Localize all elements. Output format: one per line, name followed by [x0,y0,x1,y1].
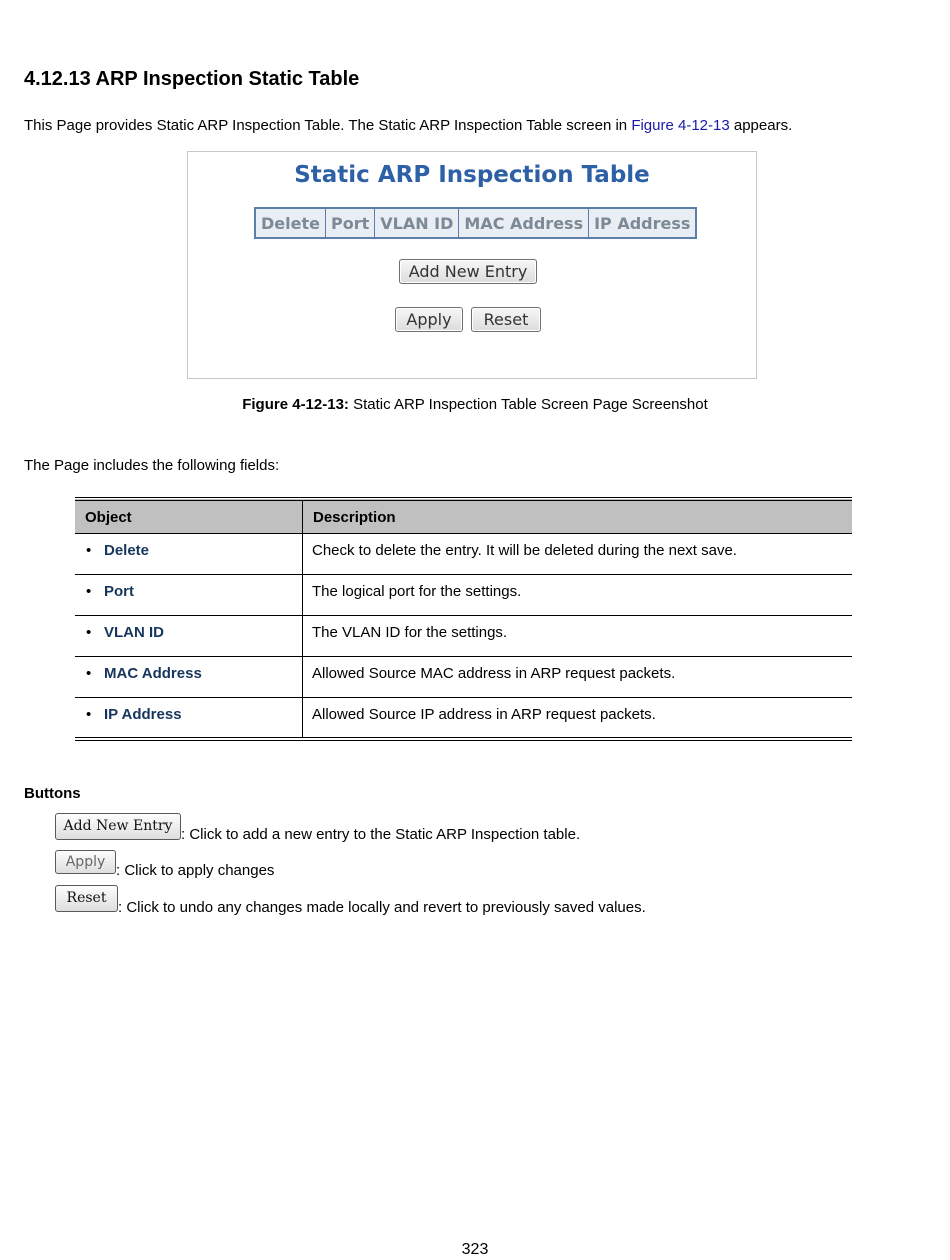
description-cell: Allowed Source MAC address in ARP request packets. [303,657,853,698]
table-row [75,534,852,575]
apply-button-image: Apply [55,850,116,874]
object-name: Delete [104,542,150,559]
caption-label: Figure 4-12-13: [242,396,349,413]
bullet-icon: • [86,665,92,682]
figure-caption [0,396,950,413]
description-cell: Check to delete the entry. It will be deleted during the next save. [303,534,853,575]
screenshot-figure [187,151,757,379]
bullet-icon: • [86,706,92,723]
table-row [75,657,852,698]
object-cell [75,657,303,698]
bullet-icon: • [86,583,92,600]
object-cell [75,575,303,616]
static-arp-table [254,207,697,239]
table-row [75,575,852,616]
apply-button[interactable]: Apply [395,307,463,332]
column-delete: Delete [255,208,325,238]
reset-button[interactable]: Reset [471,307,541,332]
button-description-row [55,885,646,916]
buttons-heading: Buttons [24,785,81,802]
page-number: 323 [461,1241,489,1258]
object-cell [75,698,303,739]
figure-title: Static ARP Inspection Table [294,162,650,188]
button-description: : Click to undo any changes made locally and revert to previously saved values. [118,899,646,916]
add-new-entry-button-image: Add New Entry [55,813,181,840]
object-name: IP Address [104,706,182,723]
static-arp-table-header [255,208,696,238]
object-name: Port [104,583,134,600]
intro-text: This Page provides Static ARP Inspection Table. The Static ARP Inspection Table screen in [24,117,632,134]
table-row [75,616,852,657]
description-cell: The logical port for the settings. [303,575,853,616]
bullet-icon: • [86,624,92,641]
add-new-entry-button[interactable]: Add New Entry [399,259,537,284]
fields-table [75,497,852,741]
object-name: VLAN ID [104,624,164,641]
object-cell [75,616,303,657]
column-mac-address: MAC Address [459,208,589,238]
column-port: Port [325,208,374,238]
header-object: Object [75,499,303,534]
fields-table-header [75,499,852,534]
button-description-row [55,850,274,879]
object-name: MAC Address [104,665,202,682]
caption-text: Static ARP Inspection Table Screen Page Screenshot [348,396,708,413]
description-cell: The VLAN ID for the settings. [303,616,853,657]
button-description: : Click to add a new entry to the Static ARP Inspection table. [181,826,581,843]
intro-text-end: appears. [729,117,793,134]
column-ip-address: IP Address [589,208,697,238]
object-cell [75,534,303,575]
bullet-icon: • [86,542,92,559]
fields-intro: The Page includes the following fields: [24,457,280,474]
reset-button-image: Reset [55,885,118,912]
intro-paragraph [24,117,792,134]
button-description-row [55,813,580,843]
header-description: Description [303,499,853,534]
column-vlan-id: VLAN ID [375,208,459,238]
table-row [75,698,852,739]
section-title: 4.12.13 ARP Inspection Static Table [24,68,360,90]
description-cell: Allowed Source IP address in ARP request packets. [312,706,656,723]
figure-link[interactable]: Figure 4-12-13 [631,117,730,134]
button-description: : Click to apply changes [116,862,275,879]
